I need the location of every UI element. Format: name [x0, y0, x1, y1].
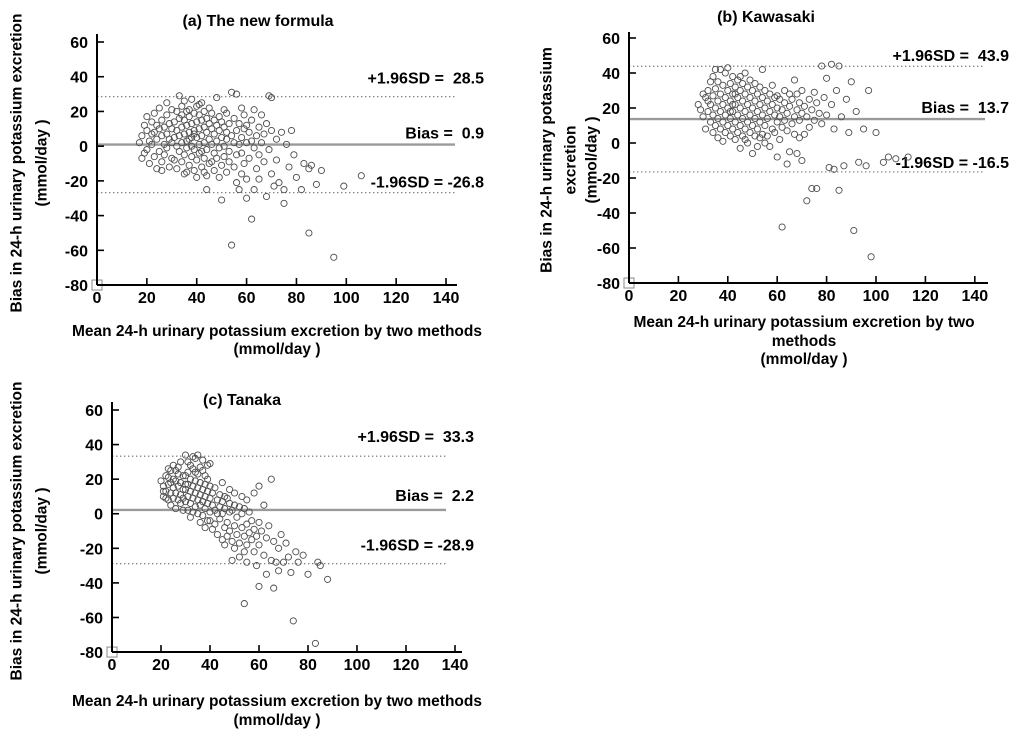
x-tick-label: 20 — [152, 657, 170, 675]
x-tick-label: 120 — [392, 657, 420, 675]
x-tick-label: 80 — [287, 290, 306, 308]
y-tick-label: -40 — [596, 206, 620, 223]
y-tick-label: 20 — [85, 472, 103, 490]
x-tick-label: 20 — [669, 288, 688, 305]
y-tick-label: 0 — [611, 136, 620, 153]
y-tick-label: 60 — [70, 35, 88, 52]
y-axis-label: Bias in 24-h urinary potassium — [538, 47, 556, 273]
y-tick-label: -20 — [64, 173, 88, 191]
x-axis-label: Mean 24-h urinary potassium excretion by two methods — [72, 693, 482, 710]
chart-title: (a) The new formula — [182, 13, 334, 30]
y-axis-label: Bias in 24-h urinary potassium excretion — [8, 13, 26, 313]
y-tick-label: -60 — [64, 243, 88, 261]
y-tick-label: -40 — [64, 208, 88, 226]
x-axis-label: methods — [771, 333, 837, 350]
y-tick-label: 40 — [602, 66, 620, 83]
y-tick-label: -80 — [79, 645, 103, 663]
x-tick-label: 0 — [92, 290, 102, 308]
y-tick-label: -80 — [64, 278, 88, 296]
x-axis-label: (mmol/day ) — [760, 351, 848, 368]
lower-loa-label: -1.96SD = -28.9 — [360, 537, 474, 555]
y-axis-label: Bias in 24-h urinary potassium excretion — [8, 381, 26, 681]
y-tick-label: -20 — [79, 541, 103, 559]
x-tick-label: 40 — [201, 657, 219, 675]
y-tick-label: -60 — [596, 241, 620, 258]
x-tick-label: 80 — [817, 288, 836, 305]
y-tick-label: 60 — [602, 31, 620, 48]
y-tick-label: 20 — [70, 104, 88, 122]
y-tick-label: 20 — [602, 101, 620, 118]
y-tick-label: -40 — [79, 575, 103, 593]
y-axis-label: (mmol/day ) — [33, 119, 51, 207]
upper-loa-label: +1.96SD = 28.5 — [367, 70, 484, 88]
chart-b-kawasaki — [512, 0, 1024, 380]
axis-ticks — [112, 410, 455, 652]
x-tick-label: 100 — [862, 288, 890, 305]
bias-label: Bias = 13.7 — [921, 100, 1009, 118]
x-axis-label: (mmol/day ) — [233, 341, 321, 358]
x-tick-label: 40 — [187, 290, 206, 308]
upper-loa-label: +1.96SD = 43.9 — [892, 48, 1009, 66]
lower-loa-label: -1.96SD = -26.8 — [370, 174, 484, 192]
y-axis-label: (mmol/day ) — [583, 116, 601, 204]
x-tick-label: 20 — [137, 290, 156, 308]
chart-a-new-formula — [0, 0, 512, 368]
x-tick-label: 140 — [441, 657, 469, 675]
y-tick-label: 60 — [85, 403, 103, 420]
upper-loa-label: +1.96SD = 33.3 — [357, 429, 474, 447]
scatter-points — [695, 61, 911, 260]
y-axis-label: (mmol/day ) — [33, 487, 51, 575]
x-tick-label: 60 — [768, 288, 787, 305]
chart-title: (b) Kawasaki — [717, 9, 815, 26]
x-tick-label: 140 — [961, 288, 989, 305]
y-tick-label: -60 — [79, 610, 103, 628]
lower-loa-label: -1.96SD = -16.5 — [895, 154, 1009, 172]
x-axis-label: Mean 24-h urinary potassium excretion by two — [633, 314, 975, 331]
x-axis-label: Mean 24-h urinary potassium excretion by two methods — [72, 323, 482, 340]
x-axis-label: (mmol/day ) — [233, 712, 321, 729]
chart-title: (c) Tanaka — [203, 392, 281, 409]
x-tick-label: 40 — [718, 288, 737, 305]
x-tick-label: 80 — [299, 657, 317, 675]
x-tick-label: 100 — [332, 290, 360, 308]
y-axis-label: excretion — [562, 125, 580, 195]
y-tick-label: 40 — [70, 69, 88, 87]
x-tick-label: 0 — [624, 288, 634, 305]
x-tick-label: 0 — [107, 657, 117, 675]
scatter-points — [136, 89, 364, 260]
x-tick-label: 60 — [237, 290, 256, 308]
bias-label: Bias = 2.2 — [395, 487, 474, 505]
x-tick-label: 60 — [250, 657, 268, 675]
x-tick-label: 120 — [912, 288, 939, 305]
y-tick-label: 0 — [94, 506, 103, 524]
chart-c-tanaka — [0, 370, 512, 740]
y-tick-label: 40 — [85, 437, 103, 455]
x-tick-label: 100 — [343, 657, 371, 675]
x-tick-label: 140 — [432, 290, 460, 308]
y-tick-label: -20 — [596, 171, 620, 188]
x-tick-label: 120 — [382, 290, 410, 308]
y-tick-label: -80 — [596, 276, 620, 293]
bias-label: Bias = 0.9 — [405, 125, 484, 143]
scatter-points — [158, 452, 331, 647]
y-tick-label: 0 — [79, 139, 88, 157]
